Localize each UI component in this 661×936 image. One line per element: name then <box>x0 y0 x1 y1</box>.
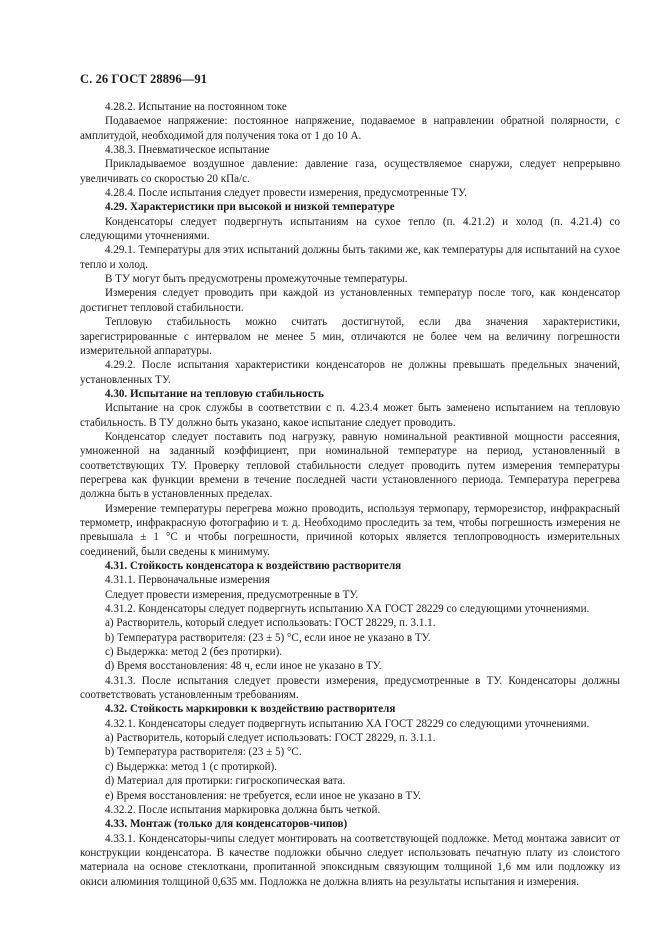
paragraph: e) Время восстановления: не требуется, если иное не указано в ТУ. <box>105 789 422 802</box>
paragraph: c) Выдержка: метод 1 (с протиркой). <box>105 760 278 773</box>
paragraph: Измерение температуры перегрева можно проводить, используя термопару, терморезистор, инфракрасный термометр, инфракрасную фотографию и т. д. Необходимо проследить за тем, чтобы погрешность измерения не превышала ± 1 °С и чтобы погрешности, причиной которых является теплопроводность измерительных соединений, были сведены к минимуму. <box>80 502 620 558</box>
paragraph: 4.31.2. Конденсаторы следует подвергнуть испытанию ХА ГОСТ 28229 со следующими уточнениями. <box>105 603 590 616</box>
paragraph: 4.28.2. Испытание на постоянном токе <box>105 101 287 113</box>
paragraph: Прикладываемое воздушное давление: давление газа, осуществляемое снаружи, следует непрерывно увеличивать со скоростью 20 кПа/с. <box>80 158 620 185</box>
page-header: С. 26 ГОСТ 28896—91 <box>80 72 208 86</box>
paragraph: 4.31.3. После испытания следует провести измерения, предусмотренные в ТУ. Конденсаторы должны соответствовать установленным требованиям. <box>80 674 620 702</box>
paragraph: Тепловую стабильность можно считать достигнутой, если два значения характеристики, зарегистрированные с интервалом не менее 5 мин, отличаются не более чем на величину погрешности измерительной аппаратуры. <box>80 316 620 357</box>
paragraph: Измерения следует проводить при каждой из установленных температур после того, как конденсатор достигнет тепловой стабильности. <box>80 287 620 314</box>
section-heading: 4.30. Испытание на тепловую стабильность <box>105 387 324 400</box>
paragraph: d) Материал для протирки: гигроскопическая вата. <box>105 775 346 788</box>
paragraph: В ТУ могут быть предусмотрены промежуточные температуры. <box>105 273 408 286</box>
paragraph: d) Время восстановления: 48 ч, если иное не указано в ТУ. <box>105 660 382 673</box>
paragraph: Следует провести измерения, предусмотренные в ТУ. <box>105 588 359 601</box>
section-heading: 4.33. Монтаж (только для конденсаторов-чипов) <box>105 818 348 831</box>
paragraph: b) Температура растворителя: (23 ± 5) °С, если иное не указано в ТУ. <box>105 631 431 644</box>
paragraph: 4.38.3. Пневматическое испытание <box>105 144 270 157</box>
paragraph: 4.33.1. Конденсаторы-чипы следует монтировать на соответствующей подложке. Метод монтажа зависит от конструкции конденсатора. В качестве подложки обычно следует использовать печатную плату из слоистого материала на основе стеклоткани, пропитанной эпоксидным связующим толщиной 1,6 мм или подложку из окиси алюминия толщиной 0,635 мм. Подложка не должна влиять на результаты испытания и измерения. <box>80 832 620 888</box>
paragraph: Испытание на срок службы в соответствии с п. 4.23.4 может быть заменено испытанием на тепловую стабильность. В ТУ должно быть указано, какое испытание следует проводить. <box>80 402 620 429</box>
paragraph: b) Температура растворителя: (23 ± 5) °С. <box>105 746 302 759</box>
section-heading: 4.29. Характеристики при высокой и низкой температуре <box>105 201 395 214</box>
document-body <box>80 100 620 889</box>
paragraph: 4.31.1. Первоначальные измерения <box>105 574 270 587</box>
paragraph: 4.29.2. После испытания характеристики конденсаторов не должны превышать предельных значений, установленных ТУ. <box>80 359 620 386</box>
paragraph: Конденсаторы следует подвергнуть испытаниям на сухое тепло (п. 4.21.2) и холод (п. 4.21.4) со следующими уточнениями. <box>80 215 620 243</box>
paragraph: c) Выдержка: метод 2 (без протирки). <box>105 646 283 659</box>
paragraph: Подаваемое напряжение: постоянное напряжение, подаваемое в направлении обратной полярности, с амплитудой, необходимой для получения тока от 1 до 10 А. <box>80 115 620 142</box>
paragraph: Конденсатор следует поставить под нагрузку, равную номинальной реактивной мощности рассеяния, умноженной на заданный коэффициент, при номинальной температуре на период, установленный в соответствующих ТУ. Проверку тепловой стабильности следует проводить путем измерения температуры перегрева как функции времени в течение последней части установленного периода. Температура перегрева должна быть в установленных пределах. <box>80 430 620 501</box>
paragraph: 4.28.4. После испытания следует провести измерения, предусмотренные ТУ. <box>105 187 467 200</box>
paragraph: 4.32.2. После испытания маркировка должна быть четкой. <box>105 803 381 816</box>
paragraph: 4.29.1. Температуры для этих испытаний должны быть такими же, как температуры для испытаний на сухое тепло и холод. <box>80 244 620 271</box>
paragraph: a) Растворитель, который следует использовать: ГОСТ 28229, п. 3.1.1. <box>105 617 436 630</box>
section-heading: 4.31. Стойкость конденсатора к воздействию растворителя <box>105 560 402 572</box>
paragraph: a) Растворитель, который следует использовать: ГОСТ 28229, п. 3.1.1. <box>105 732 436 745</box>
paragraph: 4.32.1. Конденсаторы следует подвергнуть испытанию ХА ГОСТ 28229 со следующими уточнениями. <box>105 717 590 730</box>
section-heading: 4.32. Стойкость маркировки к воздействию растворителя <box>105 703 396 716</box>
